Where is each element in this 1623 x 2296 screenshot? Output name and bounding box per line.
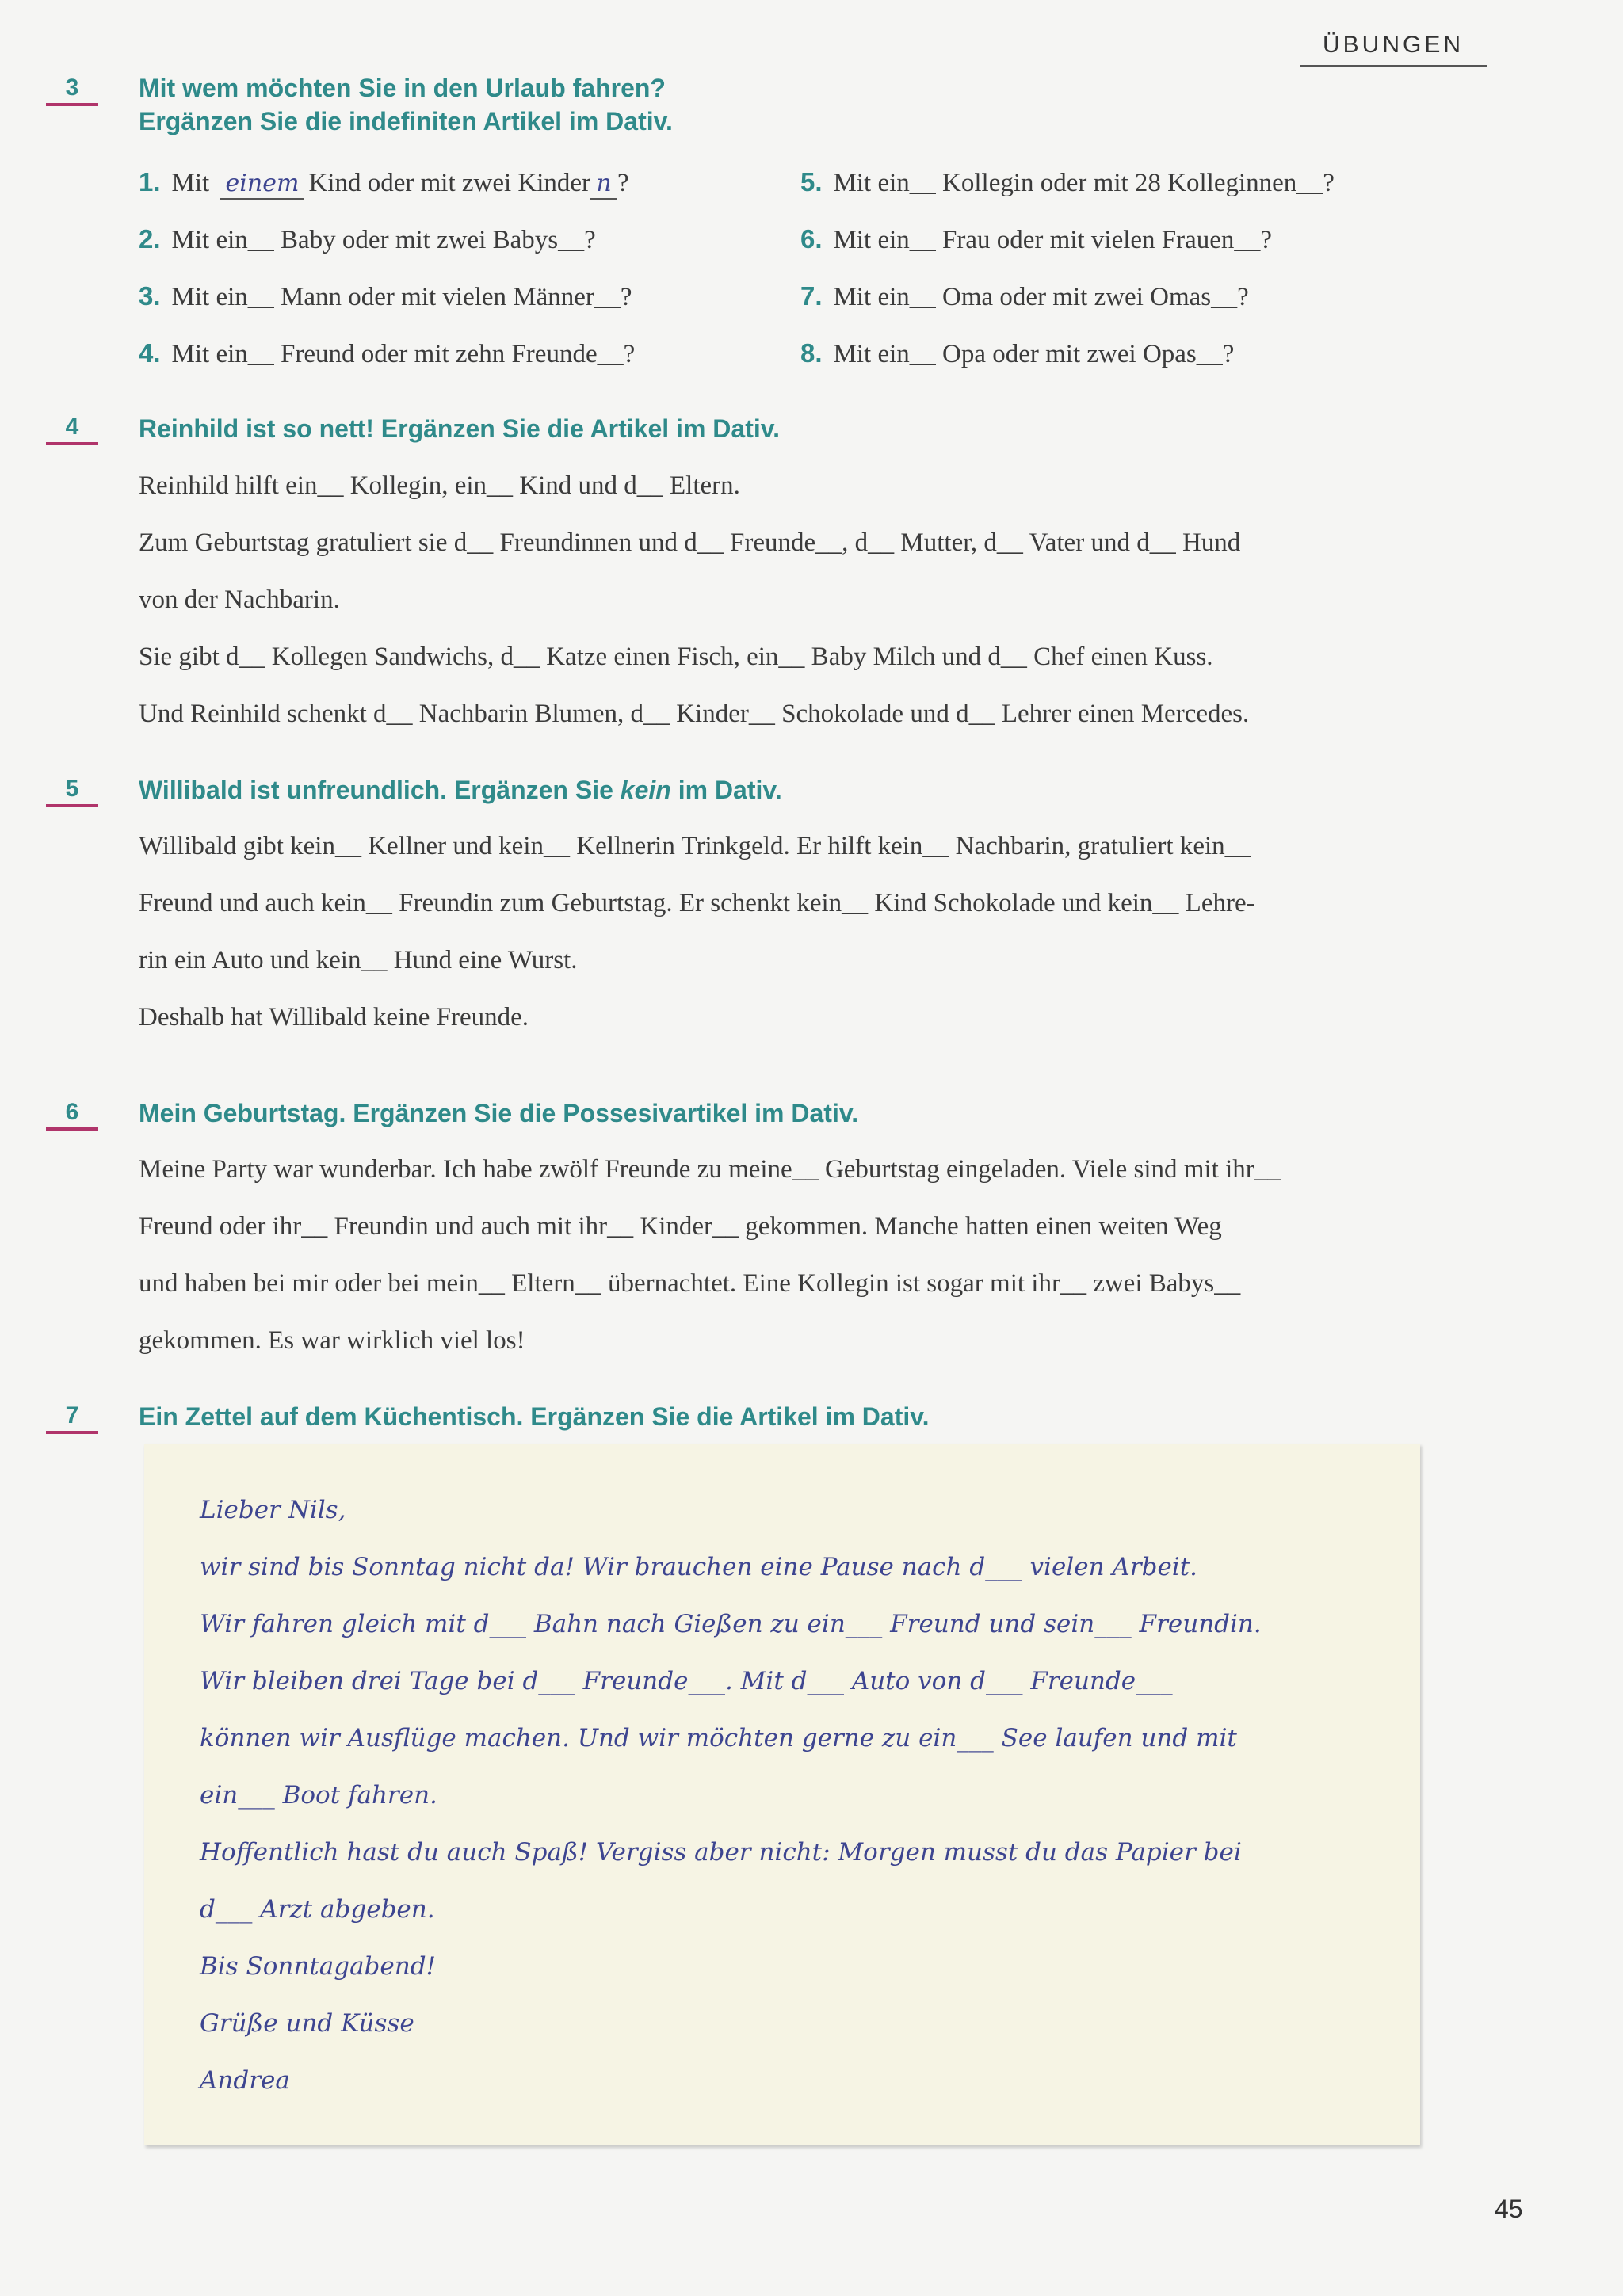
note-line-9: Bis Sonntagabend! [200,1952,437,1981]
exercise-title-4: Reinhild ist so nett! Ergänzen Sie die Artikel im Dativ. [139,414,781,443]
note-line-6: ein___ Boot fahren. [200,1781,437,1810]
exercise-4-line-5: Und Reinhild schenkt d__ Nachbarin Blumen, d__ Kinder__ Schokolade und d__ Lehrer einen Mercedes. [139,700,1250,728]
exercise-title-7: Ein Zettel auf dem Küchentisch. Ergänzen Sie die Artikel im Dativ. [139,1402,930,1431]
page-number: 45 [1495,2195,1523,2223]
item-text-mid: Kind oder mit zwei Kinder [308,169,591,197]
exercise-4-line-3: von der Nachbarin. [139,585,340,614]
exercise-title-5 [139,773,782,807]
exercise-title-6: Mein Geburtstag. Ergänzen Sie die Possesivartikel im Dativ. [139,1099,859,1127]
exercise-6-line-2: Freund oder ihr__ Freundin und auch mit ihr__ Kinder__ gekommen. Manche hatten einen weiten Weg [139,1212,1222,1241]
exercise-6-line-3: und haben bei mir oder bei mein__ Eltern__ übernachtet. Eine Kollegin ist sogar mit ihr__ zwei Babys__ [139,1269,1241,1298]
note-line-2: wir sind bis Sonntag nicht da! Wir brauchen eine Pause nach d___ vielen Arbeit. [200,1553,1198,1581]
item-number: 3. [139,281,161,311]
exercise-3-item-3 [139,281,632,312]
item-text: Mit ein__ Freund oder mit zehn Freunde__? [171,340,636,368]
section-tag: ÜBUNGEN [1300,32,1487,67]
item-text: Mit ein__ Kollegin oder mit 28 Kolleginnen__? [833,169,1335,197]
answer-n: n [596,170,612,197]
exercise-4-line-2: Zum Geburtstag gratuliert sie d__ Freundinnen und d__ Freunde__, d__ Mutter, d__ Vater und d__ Hund [139,528,1241,557]
exercise-number-5: 5 [46,776,98,807]
exercise-5-line-2: Freund und auch kein__ Freundin zum Geburtstag. Er schenkt kein__ Kind Schokolade und kein__ Lehre- [139,889,1255,917]
exercise-4-line-4: Sie gibt d__ Kollegen Sandwichs, d__ Katze einen Fisch, ein__ Baby Milch und d__ Chef einen Kuss. [139,643,1213,671]
answer-einem: einem [225,170,300,197]
exercise-3-item-4 [139,338,635,369]
exercise-5-line-4: Deshalb hat Willibald keine Freunde. [139,1003,529,1032]
item-number: 5. [800,167,823,196]
note-line-1: Lieber Nils, [200,1496,346,1524]
note-line-3: Wir fahren gleich mit d___ Bahn nach Gießen zu ein___ Freund und sein___ Freundin. [200,1610,1262,1638]
exercise-title-3-line1: Mit wem möchten Sie in den Urlaub fahren? [139,74,666,102]
exercise-5-line-1: Willibald gibt kein__ Kellner und kein__ Kellnerin Trinkgeld. Er hilft kein__ Nachbarin, gratuliert kein__ [139,832,1251,860]
exercise-3-item-1 [139,167,629,200]
note-line-7: Hoffentlich hast du auch Spaß! Vergiss aber nicht: Morgen musst du das Papier bei [200,1838,1242,1867]
item-number: 1. [139,167,161,196]
exercise-number-6: 6 [46,1099,98,1131]
item-text-pre: Mit [171,169,210,197]
item-number: 7. [800,281,823,311]
exercise-6-line-1: Meine Party war wunderbar. Ich habe zwölf Freunde zu meine__ Geburtstag eingeladen. Viele sind mit ihr__ [139,1155,1281,1184]
exercise-5-line-3: rin ein Auto und kein__ Hund eine Wurst. [139,946,578,974]
item-text: Mit ein__ Oma oder mit zwei Omas__? [833,283,1249,311]
item-text: Mit ein__ Opa oder mit zwei Opas__? [833,340,1235,368]
exercise-3-item-7 [800,281,1249,312]
kitchen-note [144,1444,1420,2145]
exercise-4-line-1: Reinhild hilft ein__ Kollegin, ein__ Kind und d__ Eltern. [139,471,740,500]
exercise-title-5-keyword: kein [620,776,671,804]
exercise-3-item-8 [800,338,1234,369]
exercise-3-item-6 [800,224,1272,255]
item-number: 8. [800,338,823,368]
exercise-title-3 [139,71,673,138]
exercise-number-4: 4 [46,414,98,445]
exercise-title-5-post: im Dativ. [678,776,782,804]
note-line-8: d___ Arzt abgeben. [200,1895,435,1924]
note-line-5: können wir Ausflüge machen. Und wir möchten gerne zu ein___ See laufen und mit [200,1724,1237,1753]
item-text: Mit ein__ Frau oder mit vielen Frauen__? [833,226,1273,254]
exercise-6-line-4: gekommen. Es war wirklich viel los! [139,1326,525,1355]
item-text-post: ? [617,169,629,197]
exercise-3-item-5 [800,167,1335,198]
exercise-number-3: 3 [46,74,98,106]
item-number: 2. [139,224,161,254]
item-text: Mit ein__ Baby oder mit zwei Babys__? [171,226,596,254]
item-number: 4. [139,338,161,368]
exercise-3-item-2 [139,224,596,255]
note-line-11: Andrea [200,2066,290,2095]
note-line-10: Grüße und Küsse [200,2009,414,2038]
filled-answer [220,169,304,200]
item-text: Mit ein__ Mann oder mit vielen Männer__? [171,283,632,311]
item-number: 6. [800,224,823,254]
exercise-number-7: 7 [46,1402,98,1434]
filled-suffix [590,169,617,200]
note-line-4: Wir bleiben drei Tage bei d___ Freunde___. Mit d___ Auto von d___ Freunde___ [200,1667,1173,1695]
exercise-title-3-line2: Ergänzen Sie die indefiniten Artikel im Dativ. [139,107,673,135]
exercise-title-5-pre: Willibald ist unfreundlich. Ergänzen Sie [139,776,613,804]
